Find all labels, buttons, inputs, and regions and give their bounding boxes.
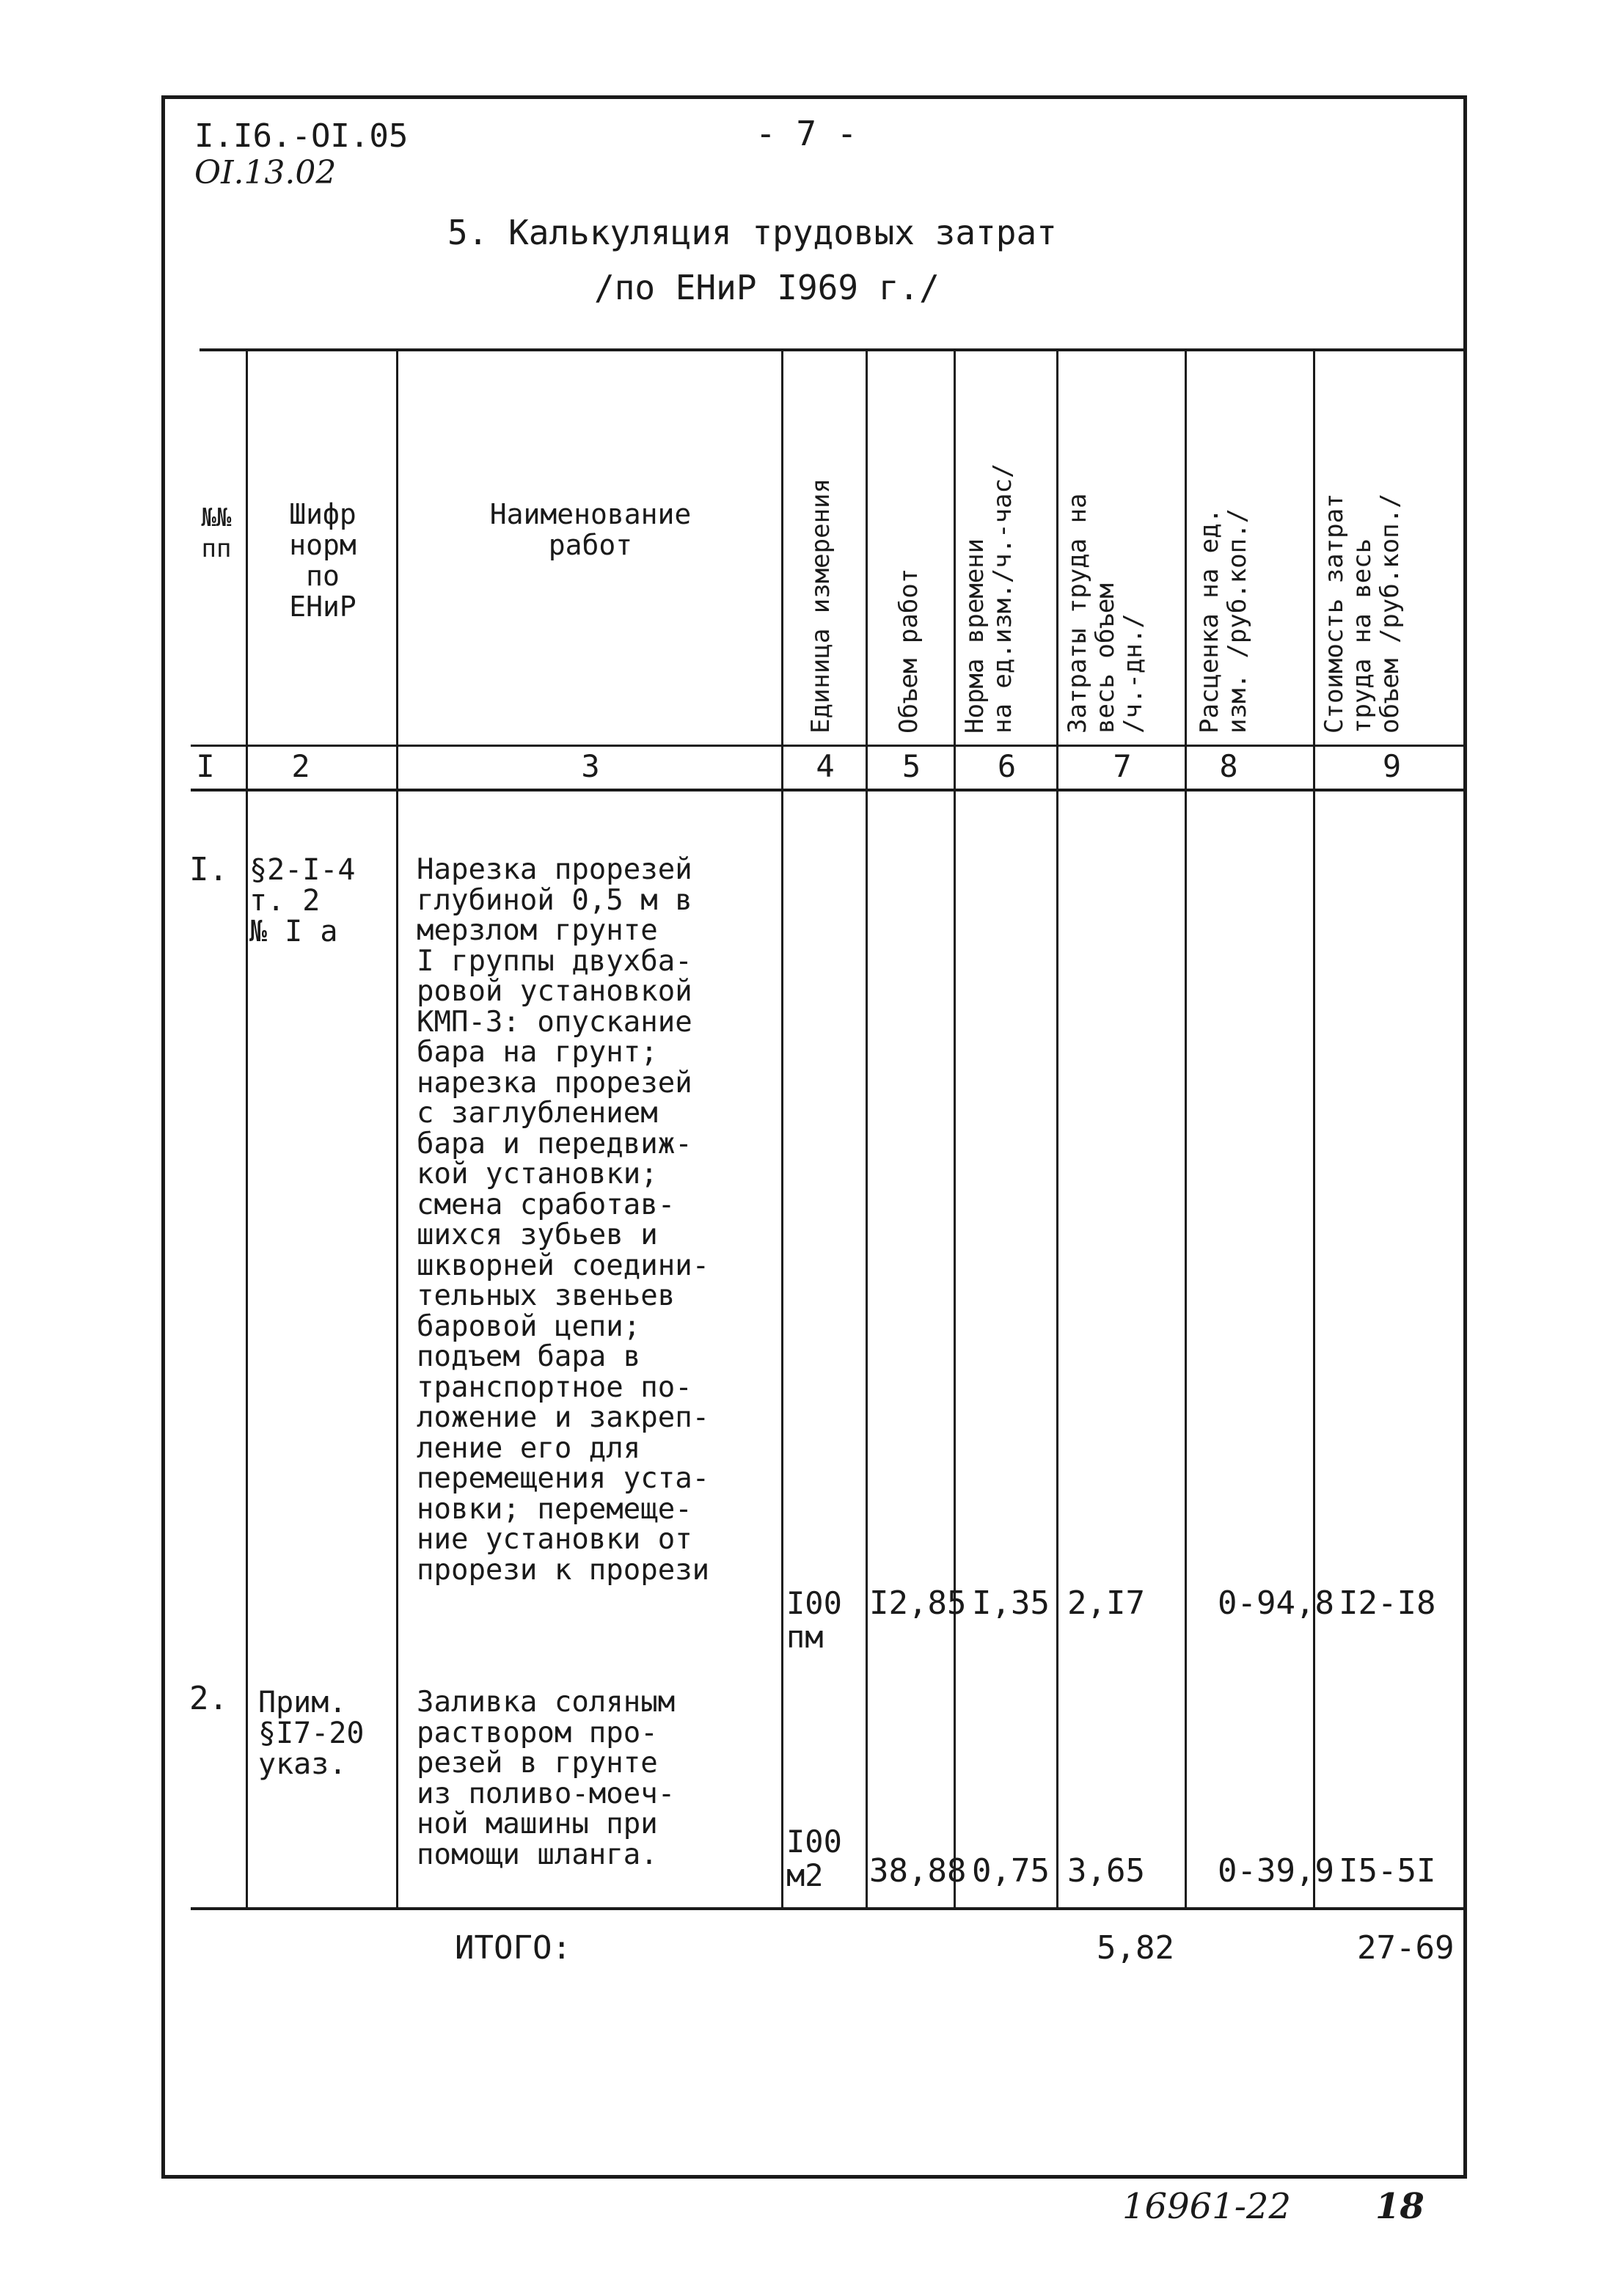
col-number-6: 6 <box>997 748 1017 784</box>
col-header-index: №№ пп <box>201 503 232 563</box>
row-work-name: Заливка соляным раствором про- резей в грунте из поливо-моеч- ной машины при помощи шланга. <box>417 1686 676 1871</box>
col-number-7: 7 <box>1113 748 1132 784</box>
col-header-rate: Расценка на ед. изм. /руб.коп./ <box>1195 508 1252 734</box>
col-header-unit: Единица измерения <box>806 478 835 734</box>
col-header-volume: Объем работ <box>894 568 923 734</box>
col-header-cost: Стоимость затрат труда на весь объем /руб.коп./ <box>1320 493 1405 734</box>
row-rate: 0-94,8 <box>1218 1584 1334 1622</box>
col-divider-1 <box>246 348 248 1909</box>
col-header-norm: Норма времени на ед.изм./ч.-час/ <box>960 463 1017 734</box>
table-bottom-rule <box>191 1907 1467 1910</box>
row-unit: I00 пм <box>786 1585 842 1655</box>
col-divider-2 <box>396 348 398 1909</box>
section-title: 5. Калькуляция трудовых затрат <box>447 213 1057 252</box>
col-divider-5 <box>954 348 956 1909</box>
col-number-4: 4 <box>816 748 835 784</box>
col-divider-6 <box>1056 348 1058 1909</box>
row-unit: I00 м2 <box>786 1824 842 1893</box>
section-subtitle: /по ЕНиР I969 г./ <box>594 268 940 307</box>
doc-code: I.I6.-OI.05 <box>194 117 409 155</box>
page-number: - 7 - <box>756 114 857 153</box>
col-divider-7 <box>1185 348 1187 1909</box>
sheet-number: 18 <box>1375 2186 1424 2227</box>
row-norm-code: Прим. §I7-20 указ. <box>258 1686 365 1781</box>
col-header-code: Шифр норм по ЕНиР <box>289 498 356 623</box>
row-time-norm: 0,75 <box>972 1852 1050 1890</box>
col-divider-8 <box>1313 348 1315 1909</box>
col-number-9: 9 <box>1382 748 1402 784</box>
row-time-norm: I,35 <box>972 1584 1050 1622</box>
col-divider-3 <box>781 348 783 1909</box>
col-number-5: 5 <box>901 748 921 784</box>
col-divider-4 <box>866 348 868 1909</box>
total-label: ИТОГО: <box>455 1929 571 1967</box>
col-number-2: 2 <box>291 748 310 784</box>
row-cost: I2-I8 <box>1339 1584 1436 1622</box>
col-number-3: 3 <box>581 748 600 784</box>
row-rate: 0-39,9 <box>1218 1852 1334 1890</box>
col-header-name: Наименование работ <box>489 498 692 561</box>
archive-stamp-number: 16961-22 <box>1122 2186 1291 2227</box>
numbers-bottom-rule <box>191 789 1467 791</box>
col-number-8: 8 <box>1219 748 1238 784</box>
row-labor: 2,I7 <box>1067 1584 1145 1622</box>
row-index: 2. <box>189 1680 228 1717</box>
row-cost: I5-5I <box>1339 1852 1436 1890</box>
row-index: I. <box>189 851 228 888</box>
handwritten-code: OI.13.02 <box>194 154 337 191</box>
row-norm-code: §2-I-4 т. 2 № I а <box>249 853 356 948</box>
col-header-labor: Затраты труда на весь объем /ч.-дн./ <box>1063 493 1148 734</box>
row-volume: I2,85 <box>869 1584 967 1622</box>
table-top-rule <box>200 348 1467 351</box>
row-work-name: Нарезка прорезей глубиной 0,5 м в мерзлом грунте I группы двухба- ровой установкой КМП-3: опускание бара на грунт; нарезка прорезей с заглублением бара и передвиж- кой установки; смена сработав- шихся зубьев и шкворней соедини- тельных звеньев баровой цепи; подъем бара в транспортное по- ложение и закреп- ление его для перемещения уста- новки; перемеще- ние установки от прорези к прорези <box>417 853 710 1587</box>
total-labor: 5,82 <box>1097 1929 1174 1967</box>
row-volume: 38,88 <box>869 1852 967 1890</box>
row-labor: 3,65 <box>1067 1852 1145 1890</box>
total-cost: 27-69 <box>1357 1929 1455 1967</box>
col-number-1: I <box>196 748 215 784</box>
header-bottom-rule <box>191 745 1467 747</box>
